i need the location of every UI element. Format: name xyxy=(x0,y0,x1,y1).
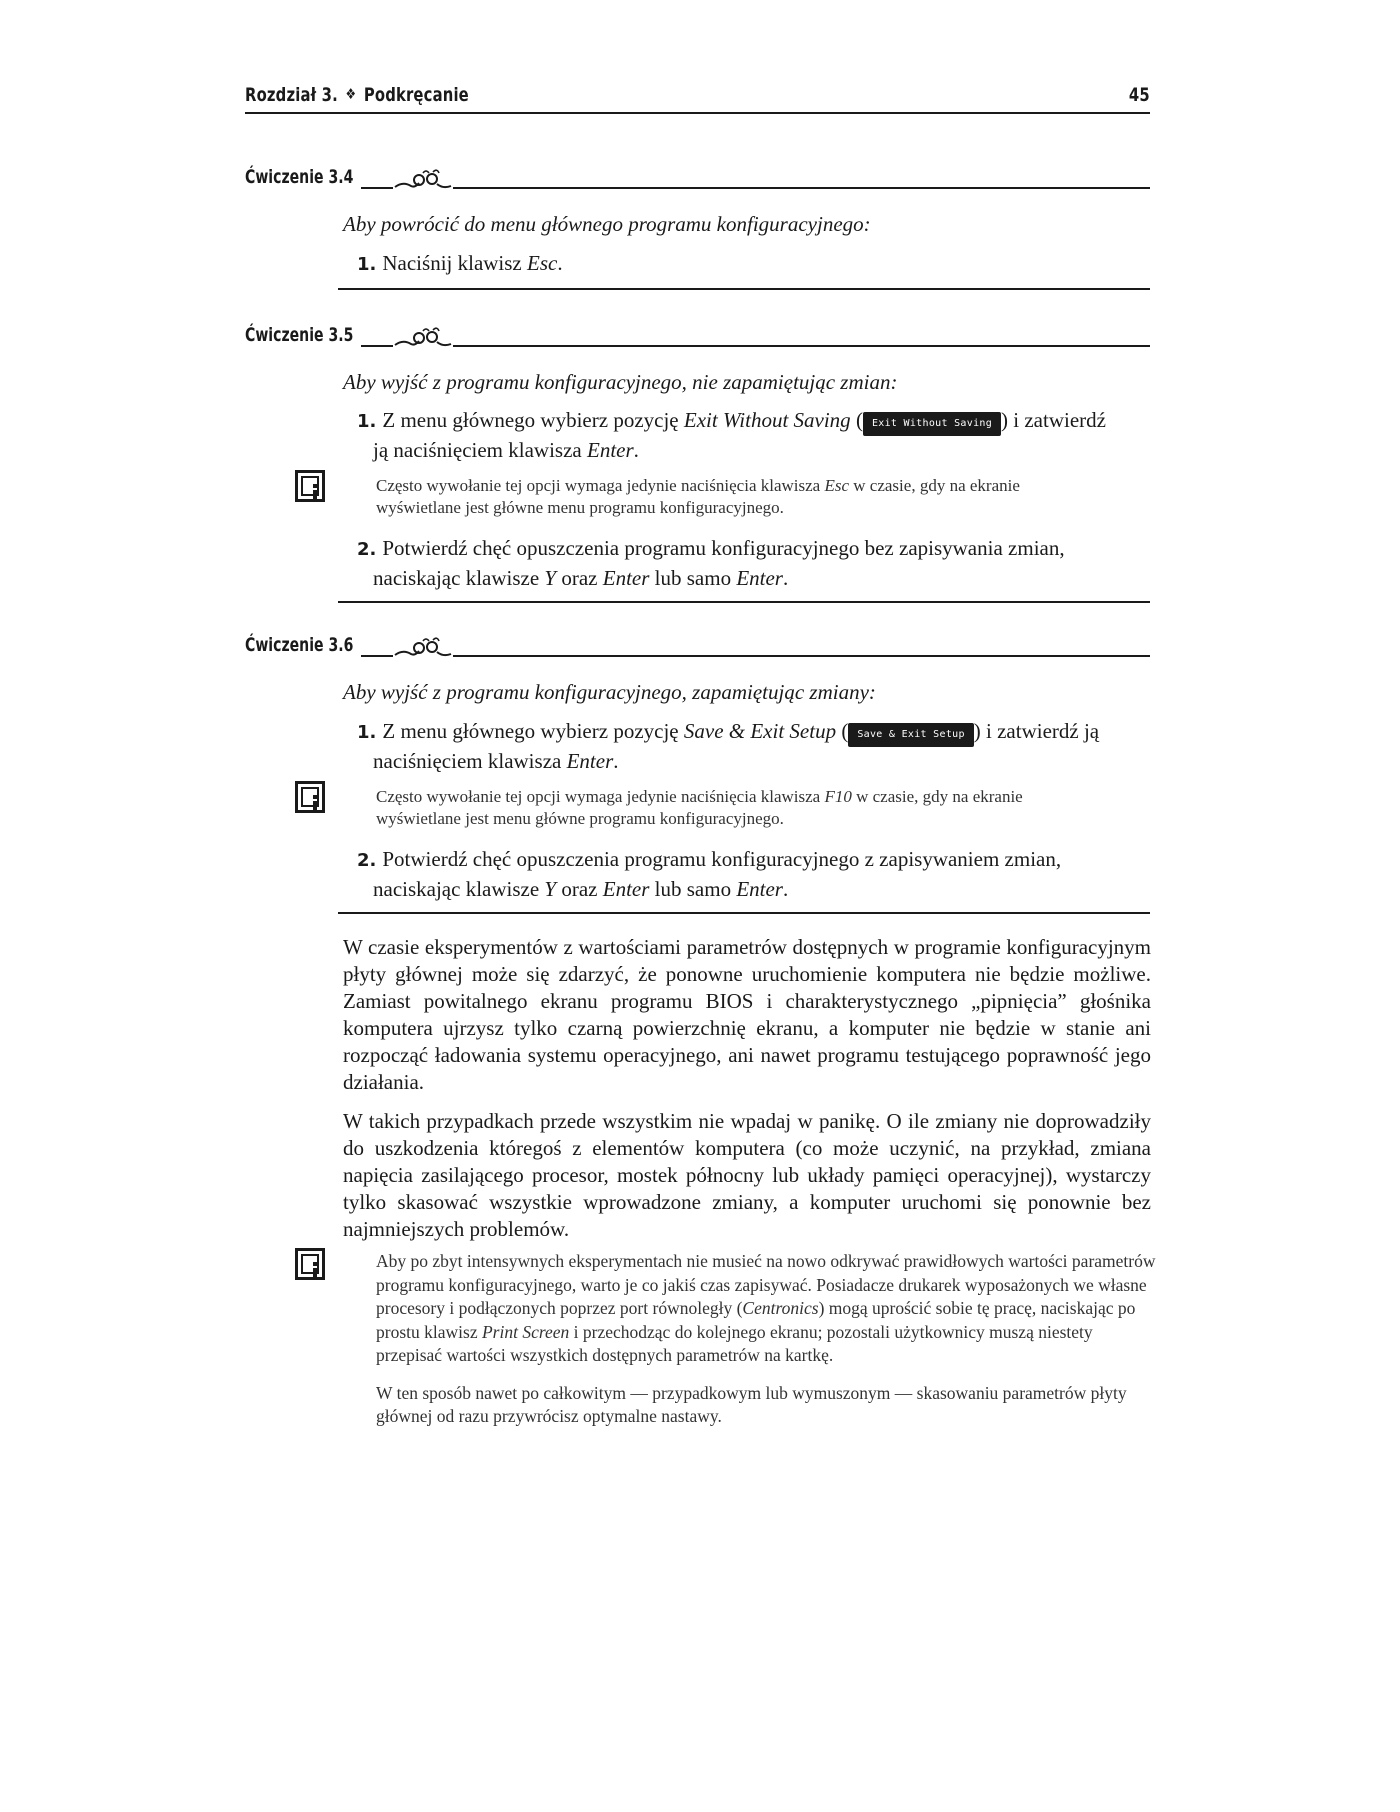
key-name: Enter xyxy=(566,749,614,773)
key-name: Enter xyxy=(602,566,650,590)
key-name: F10 xyxy=(824,787,852,806)
step-text: Z menu głównego wybierz pozycję xyxy=(382,408,684,432)
exercise-lead: Aby powrócić do menu głównego programu konfiguracyjnego: xyxy=(343,212,871,236)
paragraph: W takich przypadkach przede wszystkim nie wpadaj w panikę. O ile zmiany nie doprowadziły do uszkodzenia któregoś z elementów komputera (co może uczynić, na przykład, zmiana napięcia zasilającego procesor, mostek północny lub układy pamięci operacyjnej), wystarczy tylko skasować wszystkie wprowadzone zmiany, a komputer uruchomi się ponownie bez najmniejszych problemów. xyxy=(343,1109,1151,1241)
ornament-icon xyxy=(393,636,453,660)
key-name: Enter xyxy=(587,438,634,462)
section-end-rule xyxy=(338,288,1150,290)
paragraph: W czasie eksperymentów z wartościami parametrów dostępnych w programie konfiguracyjnym płyty głównej może się zdarzyć, że ponowne uruchomienie komputera nie będzie możliwe. Zamiast powitalnego ekranu programu BIOS i charakterystycznego „pipnięcia” głośnika komputera ujrzysz tylko czarną powierzchnię ekranu, a komputer nie będzie w stanie ani rozpocząć ładowania systemu operacyjnego, ani nawet programu testującego poprawność jego działania. xyxy=(343,935,1151,1094)
step-text: ) i zatwierdź ją xyxy=(973,719,1100,743)
menu-option-name: Exit Without Saving xyxy=(683,408,851,432)
page-number: 45 xyxy=(1129,84,1150,106)
chapter-title xyxy=(245,84,469,106)
exercise-label: Ćwiczenie 3.5 xyxy=(245,324,354,346)
info-icon xyxy=(295,1248,325,1280)
step-text-end: . xyxy=(633,438,639,462)
info-icon xyxy=(295,470,325,502)
note-text: wyświetlane jest menu główne programu konfiguracyjnego. xyxy=(376,809,784,828)
exercise-step xyxy=(357,406,1157,465)
exercise-step xyxy=(357,534,1157,593)
chapter-name: Podkręcanie xyxy=(363,84,469,106)
diamond-separator-icon: ❖ xyxy=(345,85,357,103)
step-text: Z menu głównego wybierz pozycję xyxy=(382,719,684,743)
running-header xyxy=(245,84,1150,114)
step-text: Naciśnij klawisz xyxy=(382,251,528,275)
step-text: lub samo xyxy=(649,877,737,901)
step-text: Potwierdź chęć opuszczenia programu konfiguracyjnego z zapisywaniem zmian, xyxy=(382,847,1062,871)
exercise-step xyxy=(357,717,1157,776)
step-text: ( xyxy=(850,408,863,432)
exercise-3-5-heading xyxy=(245,324,1150,354)
step-text-end: . xyxy=(782,877,789,901)
body-text xyxy=(343,934,1151,1255)
note-text: i przechodząc do kolejnego ekranu; pozostali użytkownicy muszą niestety przepisać wartości wszystkich dostępnych parametrów na kartkę. xyxy=(376,1321,1093,1365)
note-text: Aby po zbyt intensywnych eksperymentach nie musieć na nowo odkrywać prawidłowych wartości parametrów programu konfiguracyjnego, warto je co jakiś czas zapisywać. Posiadacze drukarek wyposażonych we własne procesory i podłączonych poprzez port równoległy ( xyxy=(376,1251,1156,1318)
ornament-icon xyxy=(393,168,453,192)
key-name: Y xyxy=(544,566,557,590)
key-name: Enter xyxy=(602,877,650,901)
step-number: 1. xyxy=(357,254,377,275)
step-number: 1. xyxy=(357,411,377,432)
step-text-end: . xyxy=(782,566,789,590)
note-text: W ten sposób nawet po całkowitym — przypadkowym lub wymuszonym — skasowaniu parametrów płyty głównej od razu przywrócisz optymalne nastawy. xyxy=(376,1382,1127,1426)
key-name: Print Screen xyxy=(481,1321,570,1342)
port-name: Centronics xyxy=(742,1298,819,1318)
exercise-step xyxy=(357,249,1157,279)
step-number: 2. xyxy=(357,539,377,560)
note-text: wyświetlane jest główne menu programu konfiguracyjnego. xyxy=(376,498,784,517)
exercise-lead: Aby wyjść z programu konfiguracyjnego, zapamiętując zmiany: xyxy=(343,680,876,704)
step-text: lub samo xyxy=(649,566,737,590)
key-name: Enter xyxy=(736,877,783,901)
bios-menu-key-image: Exit Without Saving xyxy=(863,412,1001,436)
step-number: 2. xyxy=(357,850,377,871)
key-name: Esc xyxy=(824,476,850,495)
exercise-step xyxy=(357,845,1157,904)
menu-option-name: Save & Exit Setup xyxy=(683,719,837,743)
ornament-icon xyxy=(393,326,453,350)
exercise-label: Ćwiczenie 3.6 xyxy=(245,634,354,656)
bios-menu-key-image: Save & Exit Setup xyxy=(848,723,973,747)
info-note xyxy=(376,1250,1156,1443)
step-text: ją naciśnięciem klawisza xyxy=(373,438,587,462)
step-text: ) i zatwierdź xyxy=(1001,408,1106,432)
info-icon xyxy=(295,781,325,813)
info-note xyxy=(376,475,1146,519)
heading-rule xyxy=(361,187,1150,189)
step-text: oraz xyxy=(556,566,603,590)
step-text-end: . xyxy=(557,251,563,275)
step-text: naciskając klawisze xyxy=(373,566,545,590)
step-text: ( xyxy=(836,719,849,743)
note-text: Często wywołanie tej opcji wymaga jedynie naciśnięcia klawisza xyxy=(376,787,825,806)
step-text: oraz xyxy=(556,877,603,901)
chapter-number: Rozdział 3. xyxy=(245,84,338,106)
exercise-3-6-heading xyxy=(245,634,1150,664)
step-text: naciskając klawisze xyxy=(373,877,545,901)
step-text-end: . xyxy=(613,749,619,773)
note-text: w czasie, gdy na ekranie xyxy=(849,476,1020,495)
section-end-rule xyxy=(338,912,1150,914)
section-end-rule xyxy=(338,601,1150,603)
info-note xyxy=(376,786,1146,830)
key-name: Y xyxy=(544,877,557,901)
exercise-3-4-heading xyxy=(245,166,1150,196)
step-text: Potwierdź chęć opuszczenia programu konfiguracyjnego bez zapisywania zmian, xyxy=(382,536,1065,560)
heading-rule xyxy=(361,345,1150,347)
key-name: Esc xyxy=(527,251,558,275)
exercise-lead: Aby wyjść z programu konfiguracyjnego, nie zapamiętując zmian: xyxy=(343,370,898,394)
exercise-label: Ćwiczenie 3.4 xyxy=(245,166,354,188)
key-name: Enter xyxy=(736,566,783,590)
step-text: naciśnięciem klawisza xyxy=(373,749,567,773)
note-text: ) mogą uprościć sobie tę pracę, naciskając po prostu klawisz xyxy=(376,1298,1136,1342)
note-text: Często wywołanie tej opcji wymaga jedynie naciśnięcia klawisza xyxy=(376,476,825,495)
step-number: 1. xyxy=(357,722,377,743)
heading-rule xyxy=(361,655,1150,657)
note-text: w czasie, gdy na ekranie xyxy=(851,787,1023,806)
